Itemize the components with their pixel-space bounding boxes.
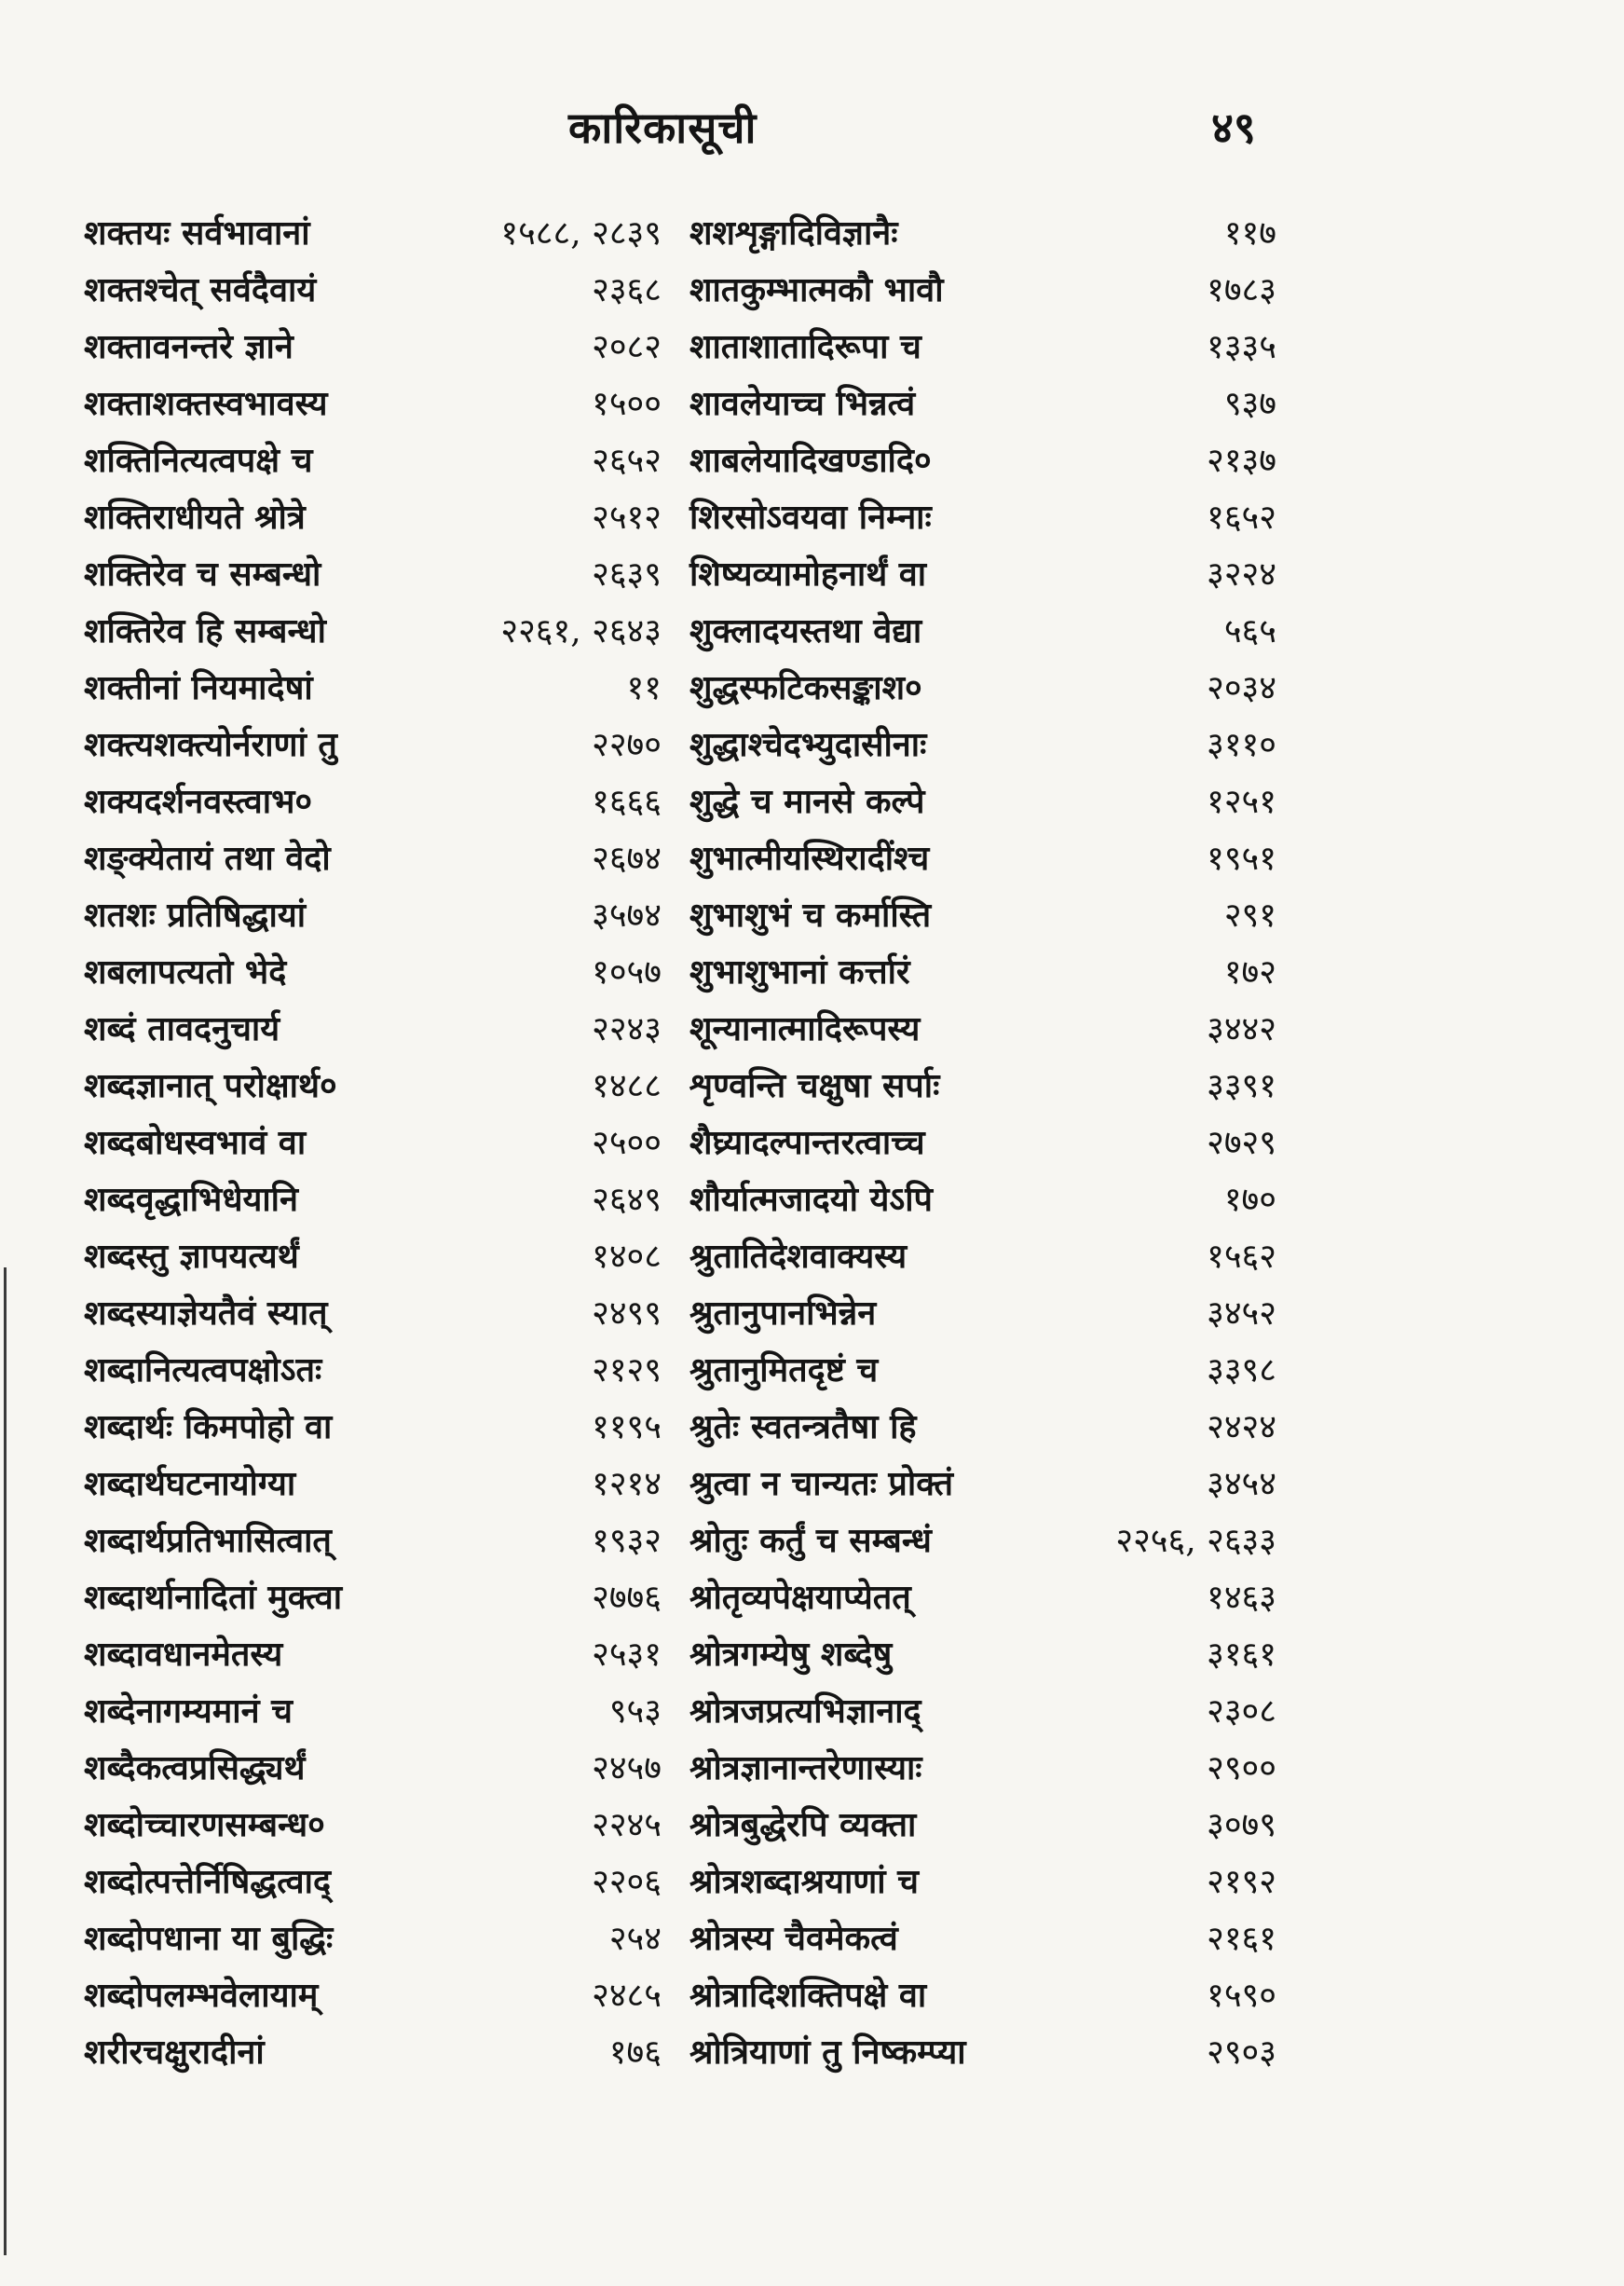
verse-reference-number: ३११०	[1207, 726, 1276, 764]
verse-reference-number: २९१	[1223, 897, 1276, 935]
index-entry	[689, 603, 1295, 660]
verse-reference-number: १७०	[1223, 1181, 1276, 1219]
index-entry	[689, 1342, 1295, 1399]
index-entry	[84, 319, 680, 376]
verse-text: श्रोतृव्यपेक्षयाप्येतत्	[689, 1578, 911, 1617]
index-entry	[689, 830, 1295, 887]
verse-reference-number: ३०७९	[1207, 1806, 1276, 1844]
index-entry	[689, 489, 1295, 546]
verse-reference-number: २६७४	[592, 840, 662, 878]
verse-reference-number: ९५३	[608, 1692, 662, 1731]
verse-reference-number: १७२	[1223, 953, 1276, 992]
verse-text: शब्दावधानमेतस्य	[84, 1635, 283, 1674]
verse-text: शब्दार्थप्रतिभासित्वात्	[84, 1521, 332, 1560]
index-entry	[689, 319, 1295, 376]
verse-reference-number: ३४५४	[1207, 1465, 1276, 1503]
verse-reference-number: २४५७	[592, 1749, 662, 1787]
verse-reference-number: २२०६	[592, 1863, 662, 1901]
verse-text: शब्दवृद्धाभिधेयानि	[84, 1180, 298, 1219]
index-entry	[84, 489, 680, 546]
index-entry	[689, 262, 1295, 319]
verse-text: शक्यदर्शनवस्त्वाभ०	[84, 782, 313, 821]
verse-text: श्रोत्रज्ञानान्तरेणास्याः	[689, 1748, 922, 1787]
verse-text: शब्दस्तु ज्ञापयत्यर्थं	[84, 1237, 299, 1276]
verse-text: शृण्वन्ति चक्षुषा सर्पाः	[689, 1066, 940, 1105]
verse-text: शब्दोच्चारणसम्बन्ध०	[84, 1805, 325, 1844]
index-entry	[84, 1910, 680, 1967]
index-entry	[689, 376, 1295, 432]
left-index-column	[84, 205, 680, 2081]
verse-text: श्रोत्रस्य चैवमेकत्वं	[689, 1919, 898, 1958]
index-entry	[689, 1797, 1295, 1854]
verse-reference-number: २६५२	[592, 442, 662, 480]
verse-text: शरीरचक्षुरादीनां	[84, 2033, 265, 2072]
verse-text: शब्दोत्पत्तेर्निषिद्धत्वाद्	[84, 1862, 332, 1901]
verse-text: शब्दार्थघटनायोग्या	[84, 1464, 296, 1503]
index-entry	[84, 773, 680, 830]
index-entry	[84, 603, 680, 660]
verse-text: शक्तिनित्यत्वपक्षे च	[84, 441, 313, 480]
index-entry	[84, 1854, 680, 1910]
verse-text: शक्तश्चेत् सर्वदैवायं	[84, 270, 317, 309]
verse-text: शैघ्र्यादल्पान्तरत्वाच्च	[689, 1123, 925, 1162]
verse-text: शब्दबोधस्वभावं वा	[84, 1123, 307, 1162]
verse-text: शक्तावनन्तरे ज्ञाने	[84, 327, 293, 366]
verse-reference-number: १२५१	[1207, 783, 1276, 821]
verse-text: श्रोत्रियाणां तु निष्कम्प्या	[689, 2033, 966, 2072]
verse-text: शुभाशुभं च कर्मास्ति	[689, 896, 932, 935]
index-entry	[84, 1683, 680, 1740]
verse-text: श्रुतानुपानभिन्नेन	[689, 1294, 877, 1333]
verse-text: श्रोत्रादिशक्तिपक्षे वा	[689, 1976, 927, 2015]
verse-text: शुभाशुभानां कर्त्तारं	[689, 952, 910, 992]
verse-reference-number: २७७६	[592, 1579, 662, 1617]
verse-text: शक्तिरेव च सम्बन्धो	[84, 554, 321, 594]
verse-reference-number: २४२४	[1207, 1408, 1276, 1446]
verse-text: शाबलेयादिखण्डादि०	[689, 441, 932, 480]
verse-reference-number: २७२९	[1207, 1124, 1276, 1162]
verse-reference-number: ३३९८	[1207, 1351, 1276, 1389]
index-entry	[84, 944, 680, 1001]
verse-text: शुद्धस्फटिकसङ्काश०	[689, 668, 922, 707]
verse-reference-number: २१६१	[1207, 1920, 1276, 1958]
verse-reference-number: २५३१	[592, 1636, 662, 1674]
index-entry	[689, 1456, 1295, 1513]
verse-reference-number: ३३९१	[1207, 1067, 1276, 1105]
verse-reference-number: ५६५	[1223, 612, 1276, 650]
index-entry	[84, 1115, 680, 1171]
verse-text: शुद्धे च मानसे कल्पे	[689, 782, 925, 821]
verse-reference-number: २४८५	[592, 1977, 662, 2015]
index-entry	[84, 1399, 680, 1456]
index-entry	[84, 717, 680, 773]
index-entry	[689, 1740, 1295, 1797]
verse-reference-number: १५९०	[1207, 1977, 1276, 2015]
index-entry	[689, 2024, 1295, 2081]
verse-text: शून्यानात्मादिरूपस्य	[689, 1009, 921, 1048]
index-entry	[689, 660, 1295, 717]
index-entry	[84, 1285, 680, 1342]
verse-text: शब्दज्ञानात् परोक्षार्थ०	[84, 1066, 337, 1105]
index-entry	[689, 1228, 1295, 1285]
index-entry	[84, 1456, 680, 1513]
verse-reference-number: २३६८	[592, 271, 662, 309]
index-entry	[84, 1967, 680, 2024]
verse-text: श्रुतानुमितदृष्टं च	[689, 1350, 879, 1389]
verse-text: शब्दोपलम्भवेलायाम्	[84, 1976, 319, 2015]
index-entry	[689, 1171, 1295, 1228]
index-entry	[689, 1967, 1295, 2024]
index-entry	[84, 432, 680, 489]
verse-reference-number: १७८३	[1207, 271, 1276, 309]
page-header	[0, 98, 1624, 182]
verse-reference-number: २२६१, २६४३	[500, 612, 662, 650]
verse-text: श्रुतेः स्वतन्त्रतैषा हि	[689, 1407, 917, 1446]
verse-reference-number: २१२९	[592, 1351, 662, 1389]
verse-reference-number: २०३४	[1207, 669, 1276, 707]
index-entry	[689, 1285, 1295, 1342]
index-entry	[84, 1058, 680, 1115]
index-entry	[84, 262, 680, 319]
index-entry	[689, 1854, 1295, 1910]
verse-text: शब्दार्थः किमपोहो वा	[84, 1407, 333, 1446]
verse-reference-number: ३४५२	[1207, 1294, 1276, 1333]
verse-reference-number: २३०८	[1207, 1692, 1276, 1731]
verse-text: शब्दार्थानादितां मुक्त्वा	[84, 1578, 343, 1617]
index-entry	[689, 944, 1295, 1001]
verse-reference-number: ३४४२	[1207, 1010, 1276, 1048]
verse-reference-number: ११९५	[592, 1408, 662, 1446]
verse-reference-number: २५१२	[592, 499, 662, 537]
verse-reference-number: २१९२	[1207, 1863, 1276, 1901]
index-columns	[84, 205, 1295, 2181]
index-entry	[689, 1399, 1295, 1456]
verse-text: शुद्धाश्चेदभ्युदासीनाः	[689, 725, 927, 764]
index-entry	[84, 660, 680, 717]
index-entry	[84, 1740, 680, 1797]
verse-text: शिष्यव्यामोहनार्थं वा	[689, 554, 927, 594]
index-entry	[84, 830, 680, 887]
index-entry	[689, 1058, 1295, 1115]
verse-reference-number: २२४३	[592, 1010, 662, 1048]
index-entry	[689, 1513, 1295, 1569]
verse-reference-number: २२७०	[592, 726, 662, 764]
verse-text: श्रुत्वा न चान्यतः प्रोक्तं	[689, 1464, 954, 1503]
verse-reference-number: १४०८	[592, 1238, 662, 1276]
index-entry	[84, 887, 680, 944]
index-entry	[689, 432, 1295, 489]
index-entry	[689, 546, 1295, 603]
index-entry	[689, 1910, 1295, 1967]
verse-reference-number: १५८८, २८३९	[500, 214, 662, 253]
verse-text: शशशृङ्गादिविज्ञानैः	[689, 213, 898, 253]
index-entry	[84, 546, 680, 603]
index-entry	[84, 1342, 680, 1399]
verse-reference-number: ३५७४	[592, 897, 662, 935]
verse-reference-number: १६५२	[1207, 499, 1276, 537]
verse-reference-number: १२१४	[592, 1465, 662, 1503]
verse-text: शब्देनागम्यमानं च	[84, 1691, 293, 1731]
verse-reference-number: ३२२४	[1207, 555, 1276, 594]
verse-text: शौर्यात्मजादयो येऽपि	[689, 1180, 934, 1219]
verse-reference-number: २४९९	[592, 1294, 662, 1333]
verse-reference-number: ११७	[1223, 214, 1276, 253]
verse-text: शुभात्मीयस्थिरादींश्च	[689, 839, 930, 878]
verse-reference-number: २१३७	[1207, 442, 1276, 480]
index-entry	[84, 1626, 680, 1683]
verse-reference-number: ९३७	[1223, 385, 1276, 423]
verse-text: शङ्क्येतायं तथा वेदो	[84, 839, 331, 878]
index-entry	[84, 1569, 680, 1626]
index-entry	[689, 887, 1295, 944]
verse-text: शक्तयः सर्वभावानां	[84, 213, 310, 253]
index-entry	[84, 205, 680, 262]
verse-text: शब्दं तावदनुचार्य	[84, 1009, 280, 1048]
verse-reference-number: २२४५	[592, 1806, 662, 1844]
verse-reference-number: ११	[626, 669, 662, 707]
verse-text: शक्ताशक्तस्वभावस्य	[84, 384, 328, 423]
verse-reference-number: १७६	[608, 2033, 662, 2072]
verse-reference-number: ३१६१	[1207, 1636, 1276, 1674]
index-entry	[689, 1626, 1295, 1683]
verse-text: शाताशातादिरूपा च	[689, 327, 921, 366]
index-entry	[84, 376, 680, 432]
verse-reference-number: १४८८	[592, 1067, 662, 1105]
index-entry	[84, 1171, 680, 1228]
verse-text: शक्तीनां नियमादेषां	[84, 668, 313, 707]
index-entry	[84, 1513, 680, 1569]
verse-reference-number: २५४	[608, 1920, 662, 1958]
verse-text: शातकुम्भात्मकौ भावौ	[689, 270, 944, 309]
page-number: ४९	[1211, 103, 1256, 153]
verse-text: शिरसोऽवयवा निम्नाः	[689, 498, 932, 537]
index-entry	[689, 717, 1295, 773]
verse-text: शब्दस्याज्ञेयतैवं स्यात्	[84, 1294, 328, 1333]
verse-text: शब्दानित्यत्वपक्षोऽतः	[84, 1350, 322, 1389]
verse-reference-number: २२५६, २६३३	[1115, 1522, 1276, 1560]
right-index-column	[689, 205, 1295, 2081]
verse-text: श्रोत्रबुद्धेरपि व्यक्ता	[689, 1805, 917, 1844]
verse-reference-number: १३३५	[1207, 328, 1276, 366]
verse-text: शब्दैकत्वप्रसिद्ध्यर्थं	[84, 1748, 306, 1787]
index-entry	[689, 1569, 1295, 1626]
verse-text: शक्तिराधीयते श्रोत्रे	[84, 498, 306, 537]
verse-reference-number: १५००	[592, 385, 662, 423]
verse-reference-number: २९०३	[1207, 2033, 1276, 2072]
verse-reference-number: २६४९	[592, 1181, 662, 1219]
verse-reference-number: २५००	[592, 1124, 662, 1162]
verse-text: श्रोत्रगम्येषु शब्देषु	[689, 1635, 893, 1674]
verse-text: श्रोतुः कर्तुं च सम्बन्धं	[689, 1521, 932, 1560]
verse-text: शक्तिरेव हि सम्बन्धो	[84, 611, 326, 650]
index-entry	[84, 1797, 680, 1854]
page-edge-line	[4, 1267, 7, 2255]
index-entry	[84, 1001, 680, 1058]
page-title: कारिकासूची	[568, 103, 757, 153]
verse-text: शक्त्यशक्त्योर्नराणां तु	[84, 725, 337, 764]
verse-text: शुक्लादयस्तथा वेद्या	[689, 611, 922, 650]
verse-reference-number: २९००	[1207, 1749, 1276, 1787]
index-entry	[689, 1683, 1295, 1740]
verse-reference-number: २६३९	[592, 555, 662, 594]
index-entry	[689, 205, 1295, 262]
index-entry	[84, 1228, 680, 1285]
verse-text: शतशः प्रतिषिद्धायां	[84, 896, 307, 935]
index-entry	[84, 2024, 680, 2081]
verse-reference-number: १९५१	[1207, 840, 1276, 878]
verse-text: शावलेयाच्च भिन्नत्वं	[689, 384, 916, 423]
verse-reference-number: १५६२	[1207, 1238, 1276, 1276]
index-entry	[689, 1001, 1295, 1058]
index-entry	[689, 773, 1295, 830]
verse-text: श्रोत्रजप्रत्यभिज्ञानाद्	[689, 1691, 921, 1731]
index-entry	[689, 1115, 1295, 1171]
verse-text: श्रुतातिदेशवाक्यस्य	[689, 1237, 908, 1276]
verse-reference-number: १९३२	[592, 1522, 662, 1560]
verse-text: शबलापत्यतो भेदे	[84, 952, 287, 992]
verse-text: शब्दोपधाना या बुद्धिः	[84, 1919, 334, 1958]
verse-reference-number: १०५७	[592, 953, 662, 992]
verse-reference-number: १४६३	[1207, 1579, 1276, 1617]
verse-reference-number: १६६६	[592, 783, 662, 821]
verse-reference-number: २०८२	[592, 328, 662, 366]
verse-text: श्रोत्रशब्दाश्रयाणां च	[689, 1862, 920, 1901]
